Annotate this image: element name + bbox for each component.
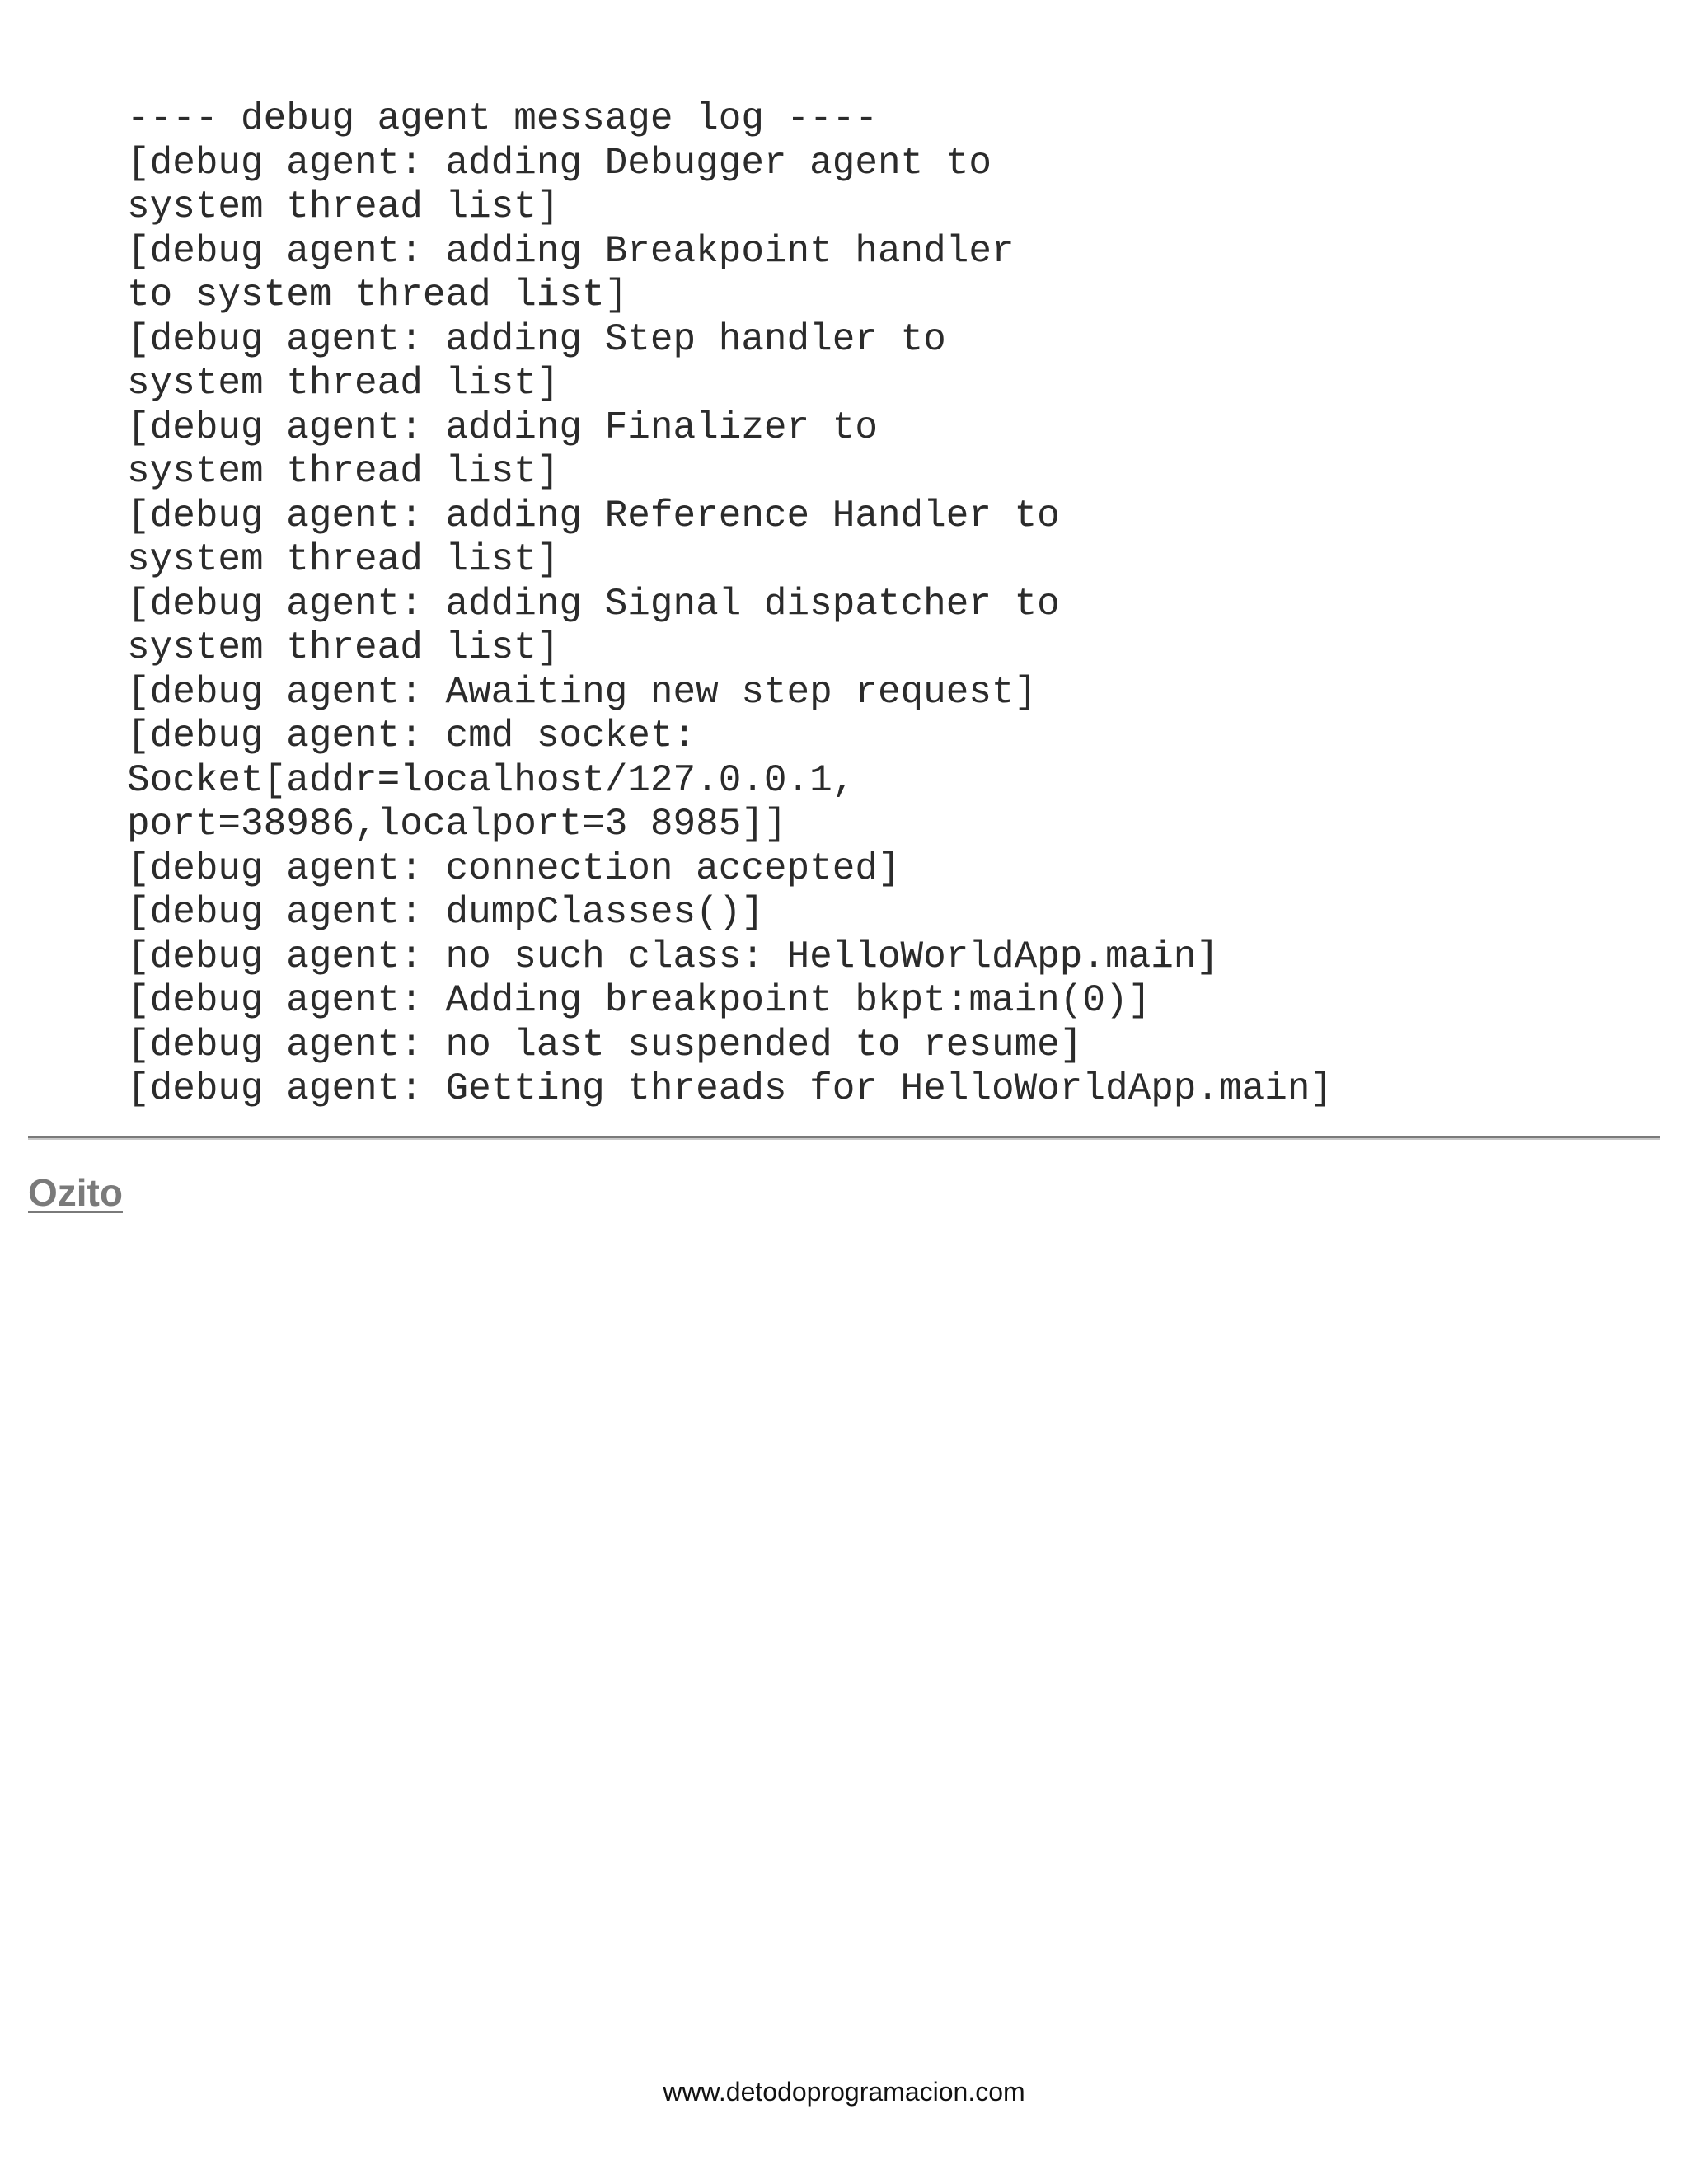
log-line: [debug agent: Awaiting new step request]	[127, 670, 1038, 714]
log-line: [debug agent: adding Debugger agent to	[127, 141, 992, 185]
horizontal-divider	[28, 1136, 1660, 1140]
log-line: [debug agent: Adding breakpoint bkpt:main(0)]	[127, 979, 1151, 1022]
log-line: [debug agent: no last suspended to resume]	[127, 1023, 1083, 1066]
log-line: [debug agent: dumpClasses()]	[127, 891, 764, 934]
author-link[interactable]: Ozito	[28, 1171, 123, 1214]
log-line: system thread list]	[127, 450, 560, 493]
log-line: [debug agent: connection accepted]	[127, 846, 901, 890]
log-line: [debug agent: adding Signal dispatcher to	[127, 582, 1060, 626]
log-line: system thread list]	[127, 538, 560, 581]
log-line: [debug agent: no such class: HelloWorldApp.main]	[127, 935, 1220, 978]
log-line: to system thread list]	[127, 274, 628, 316]
log-line: [debug agent: adding Step handler to	[127, 317, 946, 361]
log-line: system thread list]	[127, 626, 560, 669]
log-line: Socket[addr=localhost/127.0.0.1,	[127, 758, 856, 802]
log-line: port=38986,localport=3 8985]]	[127, 803, 787, 846]
log-line: system thread list]	[127, 362, 560, 405]
log-line: [debug agent: Getting threads for HelloWorldApp.main]	[127, 1067, 1334, 1110]
log-line: [debug agent: adding Finalizer to	[127, 405, 878, 449]
debug-message-log	[127, 97, 1333, 1112]
log-line: system thread list]	[127, 185, 560, 228]
footer-url: www.detodoprogramacion.com	[663, 2077, 1025, 2107]
log-line: [debug agent: adding Reference Handler to	[127, 494, 1060, 537]
log-line: ---- debug agent message log ----	[127, 97, 878, 140]
log-line: [debug agent: adding Breakpoint handler	[127, 229, 1015, 273]
log-line: [debug agent: cmd socket:	[127, 715, 696, 757]
